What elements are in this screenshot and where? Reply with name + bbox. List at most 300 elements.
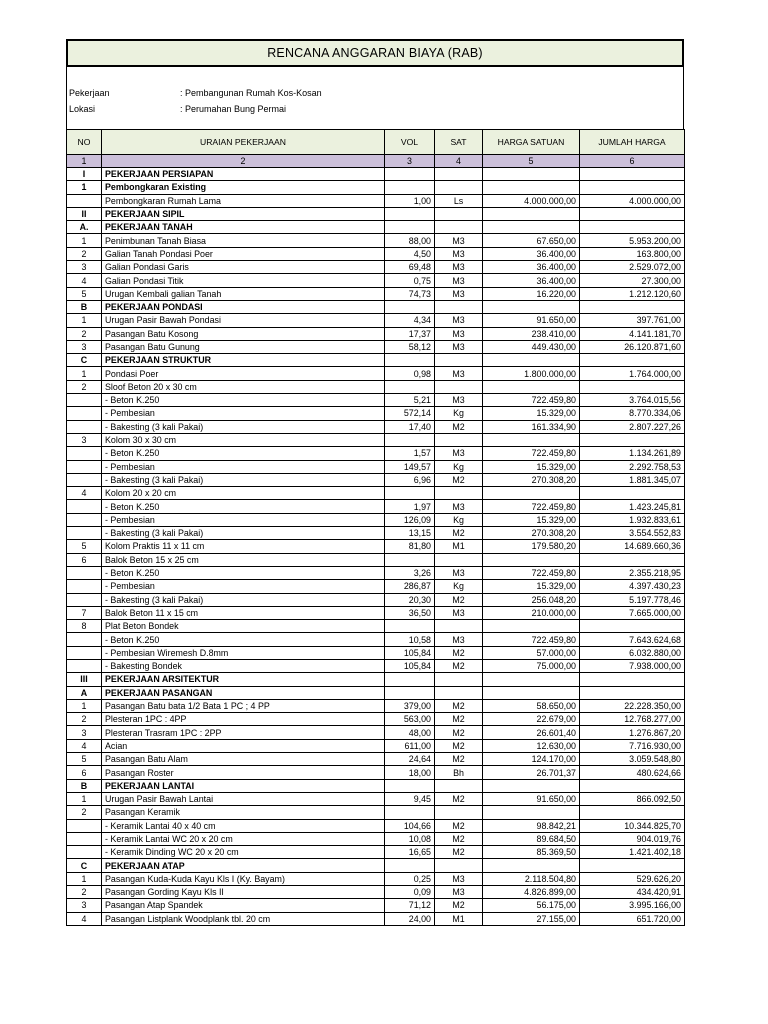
- cell-jumlah-harga: 1.276.867,20: [580, 726, 685, 739]
- cell-sat: M2: [435, 699, 483, 712]
- cell-no: [67, 633, 102, 646]
- table-row: [67, 168, 685, 181]
- cell-jumlah-harga: 904.019,76: [580, 832, 685, 845]
- cell-jumlah-harga: [580, 779, 685, 792]
- cell-jumlah-harga: [580, 859, 685, 872]
- column-number: 5: [483, 155, 580, 168]
- cell-vol: 0,09: [385, 886, 435, 899]
- cell-sat: M3: [435, 633, 483, 646]
- cell-harga-satuan: [483, 380, 580, 393]
- cell-jumlah-harga: [580, 354, 685, 367]
- table-row: [67, 394, 685, 407]
- cell-uraian: - Beton K.250: [102, 633, 385, 646]
- cell-uraian: Pasangan Roster: [102, 766, 385, 779]
- cell-uraian: - Bakesting (3 kali Pakai): [102, 420, 385, 433]
- cell-harga-satuan: 57.000,00: [483, 646, 580, 659]
- cell-no: [67, 394, 102, 407]
- cell-sat: [435, 686, 483, 699]
- cell-uraian: Penimbunan Tanah Biasa: [102, 234, 385, 247]
- cell-sat: Kg: [435, 460, 483, 473]
- cell-jumlah-harga: 1.881.345,07: [580, 473, 685, 486]
- cell-harga-satuan: 722.459,80: [483, 500, 580, 513]
- cell-harga-satuan: 1.800.000,00: [483, 367, 580, 380]
- cell-vol: 3,26: [385, 566, 435, 579]
- cell-jumlah-harga: 7.938.000,00: [580, 659, 685, 672]
- cell-harga-satuan: 15.329,00: [483, 407, 580, 420]
- cell-vol: [385, 620, 435, 633]
- cell-vol: [385, 168, 435, 181]
- cell-vol: [385, 181, 435, 194]
- cell-sat: M3: [435, 327, 483, 340]
- cell-vol: [385, 686, 435, 699]
- table-row: [67, 181, 685, 194]
- cell-jumlah-harga: 1.932.833,61: [580, 513, 685, 526]
- cell-harga-satuan: 26.601,40: [483, 726, 580, 739]
- table-row: [67, 354, 685, 367]
- cell-jumlah-harga: 5.953.200,00: [580, 234, 685, 247]
- cell-jumlah-harga: 3.764.015,56: [580, 394, 685, 407]
- column-number: 4: [435, 155, 483, 168]
- cell-vol: 9,45: [385, 792, 435, 805]
- cell-no: 2: [67, 713, 102, 726]
- cell-jumlah-harga: [580, 686, 685, 699]
- cell-jumlah-harga: 8.770.334,06: [580, 407, 685, 420]
- rab-table: [66, 129, 685, 926]
- table-row: [67, 194, 685, 207]
- cell-uraian: - Keramik Dinding WC 20 x 20 cm: [102, 846, 385, 859]
- table-row: [67, 766, 685, 779]
- cell-sat: [435, 806, 483, 819]
- cell-vol: 69,48: [385, 261, 435, 274]
- cell-no: 4: [67, 274, 102, 287]
- cell-uraian: Pasangan Listplank Woodplank tbl. 20 cm: [102, 912, 385, 925]
- cell-uraian: - Pembesian Wiremesh D.8mm: [102, 646, 385, 659]
- cell-uraian: - Keramik Lantai WC 20 x 20 cm: [102, 832, 385, 845]
- table-row: [67, 912, 685, 925]
- cell-vol: 58,12: [385, 340, 435, 353]
- cell-uraian: Pasangan Batu Gunung: [102, 340, 385, 353]
- cell-vol: 572,14: [385, 407, 435, 420]
- cell-no: 3: [67, 261, 102, 274]
- cell-no: [67, 659, 102, 672]
- cell-jumlah-harga: 3.995.166,00: [580, 899, 685, 912]
- cell-vol: [385, 354, 435, 367]
- cell-vol: [385, 380, 435, 393]
- cell-harga-satuan: [483, 686, 580, 699]
- cell-sat: M3: [435, 261, 483, 274]
- cell-harga-satuan: [483, 673, 580, 686]
- table-row: [67, 327, 685, 340]
- cell-no: [67, 500, 102, 513]
- header-harga-satuan: HARGA SATUAN: [483, 130, 580, 155]
- cell-harga-satuan: 449.430,00: [483, 340, 580, 353]
- cell-harga-satuan: [483, 553, 580, 566]
- cell-jumlah-harga: 1.421.402,18: [580, 846, 685, 859]
- table-row: [67, 473, 685, 486]
- cell-harga-satuan: [483, 859, 580, 872]
- cell-sat: [435, 859, 483, 872]
- cell-uraian: Urugan Pasir Bawah Pondasi: [102, 314, 385, 327]
- cell-sat: M3: [435, 606, 483, 619]
- cell-no: 2: [67, 247, 102, 260]
- table-row: [67, 593, 685, 606]
- title-text: RENCANA ANGGARAN BIAYA (RAB): [267, 46, 483, 60]
- cell-harga-satuan: 270.308,20: [483, 527, 580, 540]
- cell-jumlah-harga: 10.344.825,70: [580, 819, 685, 832]
- cell-harga-satuan: [483, 181, 580, 194]
- cell-uraian: PEKERJAAN STRUKTUR: [102, 354, 385, 367]
- cell-vol: 18,00: [385, 766, 435, 779]
- table-row: [67, 527, 685, 540]
- table-row: [67, 420, 685, 433]
- cell-jumlah-harga: [580, 300, 685, 313]
- cell-harga-satuan: 179.580,20: [483, 540, 580, 553]
- cell-jumlah-harga: 4.000.000,00: [580, 194, 685, 207]
- cell-sat: M2: [435, 646, 483, 659]
- cell-sat: [435, 487, 483, 500]
- cell-harga-satuan: 15.329,00: [483, 580, 580, 593]
- cell-vol: 88,00: [385, 234, 435, 247]
- cell-jumlah-harga: 866.092,50: [580, 792, 685, 805]
- cell-jumlah-harga: 2.807.227,26: [580, 420, 685, 433]
- cell-no: A: [67, 686, 102, 699]
- cell-vol: 611,00: [385, 739, 435, 752]
- cell-harga-satuan: 22.679,00: [483, 713, 580, 726]
- cell-harga-satuan: [483, 779, 580, 792]
- cell-harga-satuan: [483, 168, 580, 181]
- cell-no: 2: [67, 380, 102, 393]
- lokasi-value: : Perumahan Bung Permai: [180, 104, 287, 114]
- table-row: [67, 580, 685, 593]
- cell-sat: [435, 168, 483, 181]
- cell-no: 1: [67, 792, 102, 805]
- cell-vol: 379,00: [385, 699, 435, 712]
- cell-no: 1: [67, 314, 102, 327]
- cell-vol: 81,80: [385, 540, 435, 553]
- cell-sat: M2: [435, 832, 483, 845]
- cell-vol: [385, 221, 435, 234]
- cell-vol: 0,75: [385, 274, 435, 287]
- cell-sat: M3: [435, 500, 483, 513]
- cell-harga-satuan: 91.650,00: [483, 792, 580, 805]
- cell-uraian: - Bakesting (3 kali Pakai): [102, 473, 385, 486]
- cell-uraian: Sloof Beton 20 x 30 cm: [102, 380, 385, 393]
- cell-uraian: Galian Tanah Pondasi Poer: [102, 247, 385, 260]
- cell-harga-satuan: [483, 433, 580, 446]
- cell-sat: M2: [435, 792, 483, 805]
- cell-jumlah-harga: 4.141.181,70: [580, 327, 685, 340]
- cell-no: [67, 194, 102, 207]
- cell-sat: M3: [435, 340, 483, 353]
- table-row: [67, 380, 685, 393]
- cell-uraian: - Beton K.250: [102, 566, 385, 579]
- table-row: [67, 872, 685, 885]
- cell-sat: [435, 221, 483, 234]
- cell-uraian: Kolom 30 x 30 cm: [102, 433, 385, 446]
- cell-sat: [435, 207, 483, 220]
- cell-no: 1: [67, 367, 102, 380]
- cell-sat: M1: [435, 540, 483, 553]
- cell-uraian: Acian: [102, 739, 385, 752]
- cell-uraian: Plat Beton Bondek: [102, 620, 385, 633]
- cell-jumlah-harga: 6.032.880,00: [580, 646, 685, 659]
- cell-sat: M2: [435, 593, 483, 606]
- cell-sat: M3: [435, 274, 483, 287]
- table-row: [67, 832, 685, 845]
- cell-uraian: Plesteran 1PC : 4PP: [102, 713, 385, 726]
- cell-no: B: [67, 300, 102, 313]
- cell-harga-satuan: 210.000,00: [483, 606, 580, 619]
- cell-no: [67, 420, 102, 433]
- cell-harga-satuan: 36.400,00: [483, 247, 580, 260]
- cell-sat: M2: [435, 726, 483, 739]
- cell-sat: Kg: [435, 513, 483, 526]
- cell-vol: [385, 300, 435, 313]
- cell-no: 5: [67, 540, 102, 553]
- lokasi-label: Lokasi: [69, 104, 96, 114]
- cell-sat: M3: [435, 886, 483, 899]
- cell-jumlah-harga: [580, 806, 685, 819]
- cell-no: 2: [67, 886, 102, 899]
- table-row: [67, 899, 685, 912]
- cell-sat: M2: [435, 819, 483, 832]
- cell-harga-satuan: 124.170,00: [483, 753, 580, 766]
- cell-jumlah-harga: 7.716.930,00: [580, 739, 685, 752]
- cell-no: 3: [67, 433, 102, 446]
- rab-sheet: [66, 39, 684, 926]
- cell-jumlah-harga: 3.059.548,80: [580, 753, 685, 766]
- cell-sat: [435, 433, 483, 446]
- cell-jumlah-harga: 651.720,00: [580, 912, 685, 925]
- cell-jumlah-harga: 1.212.120,60: [580, 287, 685, 300]
- cell-harga-satuan: 4.000.000,00: [483, 194, 580, 207]
- table-row: [67, 646, 685, 659]
- cell-jumlah-harga: 1.134.261,89: [580, 447, 685, 460]
- cell-vol: 126,09: [385, 513, 435, 526]
- table-row: [67, 633, 685, 646]
- cell-jumlah-harga: 27.300,00: [580, 274, 685, 287]
- cell-harga-satuan: 67.650,00: [483, 234, 580, 247]
- cell-no: 4: [67, 739, 102, 752]
- cell-uraian: Pembongkaran Rumah Lama: [102, 194, 385, 207]
- cell-sat: M3: [435, 394, 483, 407]
- cell-jumlah-harga: 434.420,91: [580, 886, 685, 899]
- cell-uraian: Pasangan Kuda-Kuda Kayu Kls I (Ky. Bayam): [102, 872, 385, 885]
- table-row: [67, 407, 685, 420]
- cell-vol: 149,57: [385, 460, 435, 473]
- cell-jumlah-harga: 163.800,00: [580, 247, 685, 260]
- cell-no: [67, 566, 102, 579]
- table-row: [67, 221, 685, 234]
- cell-no: [67, 407, 102, 420]
- table-row: [67, 819, 685, 832]
- table-row: [67, 792, 685, 805]
- header-uraian: URAIAN PEKERJAAN: [102, 130, 385, 155]
- cell-jumlah-harga: 397.761,00: [580, 314, 685, 327]
- table-row: [67, 234, 685, 247]
- cell-vol: [385, 487, 435, 500]
- table-row: [67, 433, 685, 446]
- cell-vol: 1,00: [385, 194, 435, 207]
- table-row: [67, 287, 685, 300]
- cell-vol: 17,37: [385, 327, 435, 340]
- table-row: [67, 779, 685, 792]
- cell-uraian: Urugan Kembali galian Tanah: [102, 287, 385, 300]
- cell-no: 2: [67, 327, 102, 340]
- table-row: [67, 513, 685, 526]
- cell-no: [67, 832, 102, 845]
- table-row: [67, 753, 685, 766]
- cell-sat: M3: [435, 314, 483, 327]
- cell-jumlah-harga: [580, 673, 685, 686]
- cell-uraian: PEKERJAAN ARSITEKTUR: [102, 673, 385, 686]
- header-row: [67, 130, 685, 155]
- cell-sat: [435, 779, 483, 792]
- cell-harga-satuan: 722.459,80: [483, 394, 580, 407]
- cell-uraian: Pasangan Atap Spandek: [102, 899, 385, 912]
- cell-uraian: Pasangan Keramik: [102, 806, 385, 819]
- cell-jumlah-harga: 5.197.778,46: [580, 593, 685, 606]
- cell-harga-satuan: 36.400,00: [483, 274, 580, 287]
- cell-harga-satuan: 722.459,80: [483, 447, 580, 460]
- cell-no: 3: [67, 726, 102, 739]
- cell-uraian: PEKERJAAN PERSIAPAN: [102, 168, 385, 181]
- cell-sat: M2: [435, 659, 483, 672]
- cell-sat: M2: [435, 899, 483, 912]
- cell-no: [67, 819, 102, 832]
- table-row: [67, 340, 685, 353]
- cell-uraian: Kolom 20 x 20 cm: [102, 487, 385, 500]
- cell-no: [67, 846, 102, 859]
- table-row: [67, 806, 685, 819]
- cell-harga-satuan: 56.175,00: [483, 899, 580, 912]
- cell-jumlah-harga: [580, 221, 685, 234]
- table-row: [67, 566, 685, 579]
- cell-uraian: PEKERJAAN PASANGAN: [102, 686, 385, 699]
- cell-sat: M3: [435, 367, 483, 380]
- cell-sat: Ls: [435, 194, 483, 207]
- table-row: [67, 300, 685, 313]
- cell-uraian: Galian Pondasi Garis: [102, 261, 385, 274]
- cell-uraian: PEKERJAAN SIPIL: [102, 207, 385, 220]
- cell-no: III: [67, 673, 102, 686]
- table-row: [67, 207, 685, 220]
- table-row: [67, 846, 685, 859]
- cell-sat: M2: [435, 713, 483, 726]
- cell-vol: 105,84: [385, 659, 435, 672]
- cell-sat: Kg: [435, 580, 483, 593]
- cell-uraian: Pasangan Batu Alam: [102, 753, 385, 766]
- cell-uraian: - Beton K.250: [102, 394, 385, 407]
- cell-harga-satuan: 85.369,50: [483, 846, 580, 859]
- cell-uraian: - Bakesting (3 kali Pakai): [102, 593, 385, 606]
- cell-jumlah-harga: [580, 553, 685, 566]
- cell-no: II: [67, 207, 102, 220]
- cell-no: 4: [67, 487, 102, 500]
- cell-uraian: Balok Beton 11 x 15 cm: [102, 606, 385, 619]
- cell-no: 6: [67, 766, 102, 779]
- table-row: [67, 447, 685, 460]
- cell-vol: 286,87: [385, 580, 435, 593]
- cell-harga-satuan: 75.000,00: [483, 659, 580, 672]
- cell-harga-satuan: 238.410,00: [483, 327, 580, 340]
- cell-sat: M2: [435, 753, 483, 766]
- cell-sat: M2: [435, 420, 483, 433]
- table-row: [67, 620, 685, 633]
- cell-no: C: [67, 354, 102, 367]
- cell-vol: 71,12: [385, 899, 435, 912]
- table-row: [67, 314, 685, 327]
- cell-jumlah-harga: 2.292.758,53: [580, 460, 685, 473]
- cell-vol: 6,96: [385, 473, 435, 486]
- table-row: [67, 699, 685, 712]
- cell-harga-satuan: [483, 487, 580, 500]
- table-row: [67, 261, 685, 274]
- table-row: [67, 606, 685, 619]
- table-row: [67, 274, 685, 287]
- cell-harga-satuan: 26.701,37: [483, 766, 580, 779]
- cell-vol: [385, 553, 435, 566]
- table-row: [67, 713, 685, 726]
- cell-harga-satuan: [483, 806, 580, 819]
- cell-no: I: [67, 168, 102, 181]
- cell-jumlah-harga: [580, 380, 685, 393]
- cell-no: [67, 580, 102, 593]
- cell-no: 3: [67, 340, 102, 353]
- cell-no: [67, 513, 102, 526]
- cell-vol: [385, 207, 435, 220]
- cell-vol: 5,21: [385, 394, 435, 407]
- cell-uraian: Pasangan Batu bata 1/2 Bata 1 PC ; 4 PP: [102, 699, 385, 712]
- cell-harga-satuan: 16.220,00: [483, 287, 580, 300]
- table-row: [67, 247, 685, 260]
- cell-sat: M3: [435, 872, 483, 885]
- cell-jumlah-harga: [580, 433, 685, 446]
- cell-uraian: Pembongkaran Existing: [102, 181, 385, 194]
- column-number: 1: [67, 155, 102, 168]
- cell-uraian: Pasangan Batu Kosong: [102, 327, 385, 340]
- cell-vol: 1,97: [385, 500, 435, 513]
- cell-vol: 24,64: [385, 753, 435, 766]
- cell-vol: 24,00: [385, 912, 435, 925]
- cell-harga-satuan: 12.630,00: [483, 739, 580, 752]
- cell-sat: [435, 673, 483, 686]
- cell-harga-satuan: [483, 300, 580, 313]
- table-row: [67, 500, 685, 513]
- cell-uraian: - Bakesting Bondek: [102, 659, 385, 672]
- cell-vol: 48,00: [385, 726, 435, 739]
- cell-uraian: PEKERJAAN LANTAI: [102, 779, 385, 792]
- header-jumlah-harga: JUMLAH HARGA: [580, 130, 685, 155]
- table-row: [67, 540, 685, 553]
- cell-vol: [385, 779, 435, 792]
- cell-jumlah-harga: 1.764.000,00: [580, 367, 685, 380]
- column-number-row: [67, 155, 685, 168]
- cell-vol: [385, 673, 435, 686]
- cell-jumlah-harga: 12.768.277,00: [580, 713, 685, 726]
- cell-harga-satuan: 91.650,00: [483, 314, 580, 327]
- cell-harga-satuan: [483, 354, 580, 367]
- table-row: [67, 460, 685, 473]
- cell-harga-satuan: 27.155,00: [483, 912, 580, 925]
- cell-sat: Kg: [435, 407, 483, 420]
- cell-harga-satuan: 4.826.899,00: [483, 886, 580, 899]
- cell-uraian: - Beton K.250: [102, 500, 385, 513]
- cell-vol: 563,00: [385, 713, 435, 726]
- cell-harga-satuan: 722.459,80: [483, 566, 580, 579]
- cell-uraian: Galian Pondasi Titik: [102, 274, 385, 287]
- cell-no: [67, 593, 102, 606]
